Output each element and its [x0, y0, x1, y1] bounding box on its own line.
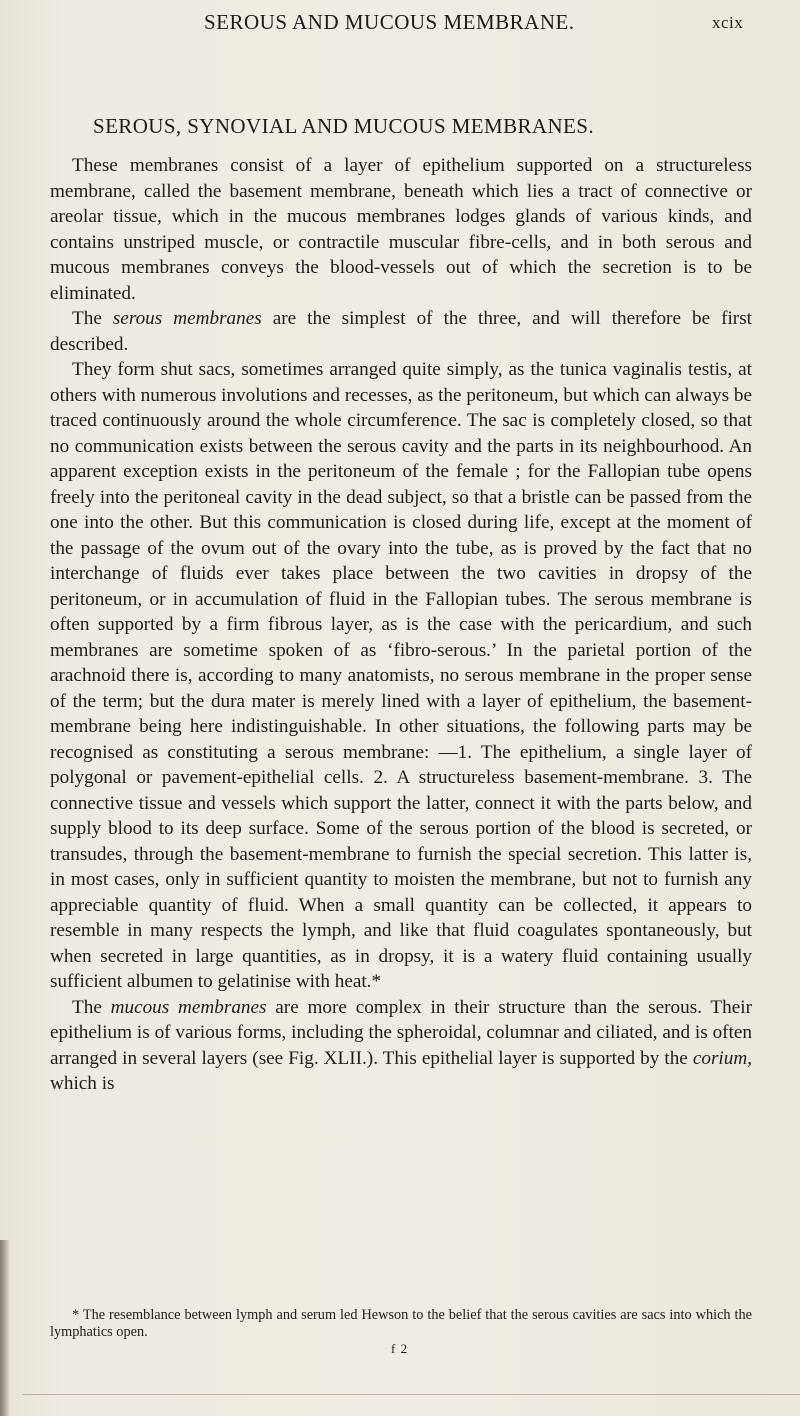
footnote [50, 1307, 752, 1341]
text-run: , which is [50, 1047, 752, 1094]
italic-term: serous membranes [112, 308, 262, 329]
paragraph [50, 153, 752, 306]
text-run: These membranes consist of a layer of epithelium supported on a structureless membrane, called the basement membrane, beneath which lies a tract of connective or areolar tissue, which in the mucous membranes lodges glands of various kinds, and contains unstriped muscle, or contractile muscular fibre-cells, and in both serous and mucous membranes conveys the blood-vessels out of which the secretion is to be eliminated. [50, 155, 752, 304]
italic-term: corium [692, 1047, 748, 1069]
text-run: The [72, 308, 113, 329]
text-run: The [72, 996, 111, 1018]
signature-mark: f 2 [391, 1341, 409, 1356]
running-head-title: SEROUS AND MUCOUS MEMBRANE. [204, 10, 575, 34]
italic-term: mucous membranes [110, 996, 267, 1018]
running-head [0, 10, 800, 40]
text-run: are more complex in their structure than the serous. Their epithelium is of various forms, including the spheroidal, columnar and ciliated, and is often arranged in several layers (see Fig. XLII.). This epithelial layer is supported by the [50, 996, 752, 1069]
text-run: are the simplest of the three, and will therefore be first described. [50, 308, 752, 355]
paragraph [50, 306, 752, 357]
paragraph [50, 995, 752, 1097]
text-run: They form shut sacs, sometimes arranged quite simply, as the tunica vaginalis testis, at others with numerous involutions and recesses, as the peritoneum, but which can always be traced continuously around the whole circumference. The sac is completely closed, so that no communication exists between the serous cavity and the parts in its neighbourhood. An apparent exception exists in the peritoneum of the female ; for the Fallopian tube opens freely into the peritoneal cavity in the dead subject, so that a bristle can be passed from the one into the other. But this communication is closed during life, except at the moment of the passage of the ovum out of the ovary into the tube, as is proved by the fact that no interchange of fluids ever takes place between the two cavities in dropsy of the peritoneum, or in accumulation of fluid in the Fallopian tubes. The serous membrane is often supported by a firm fibrous layer, as is the case with the pericardium, and such membranes are sometime spoken of as ‘fibro-serous.’ In the parietal portion of the arachnoid there is, according to many anatomists, no serous membrane in the proper sense of the term; but the dura mater is merely lined with a layer of epithelium, the basement-membrane being here indistinguishable. In other situations, the following parts may be recognised as constituting a serous membrane: —1. The epithelium, a single layer of polygonal or pavement-epithelial cells. 2. A structureless basement-membrane. 3. The connective tissue and vessels which support the latter, connect it with the parts below, and supply blood to its deep surface. Some of the serous portion of the blood is secreted, or transudes, through the basement-membrane to furnish the special secretion. This latter is, in most cases, only in sufficient quantity to moisten the membrane, but not to furnish any appreciable quantity of fluid. When a small quantity can be collected, it appears to resemble in many respects the lymph, and like that fluid coagulates spontaneously, but when secreted in large quantities, as in dropsy, it is a watery fluid containing usually sufficient albumen to gelatinise with heat.* [50, 359, 752, 992]
footnote-text: * The resemblance between lymph and serum led Hewson to the belief that the serous cavities are sacs into which the lymphatics open. [50, 1307, 752, 1340]
page-edge-shadow [0, 1240, 10, 1416]
body-text [50, 153, 752, 1097]
page-bottom-line [22, 1394, 800, 1395]
paragraph [50, 357, 752, 995]
page-number: xcix [712, 13, 744, 32]
section-heading: SEROUS, SYNOVIAL AND MUCOUS MEMBRANES. [93, 114, 594, 138]
